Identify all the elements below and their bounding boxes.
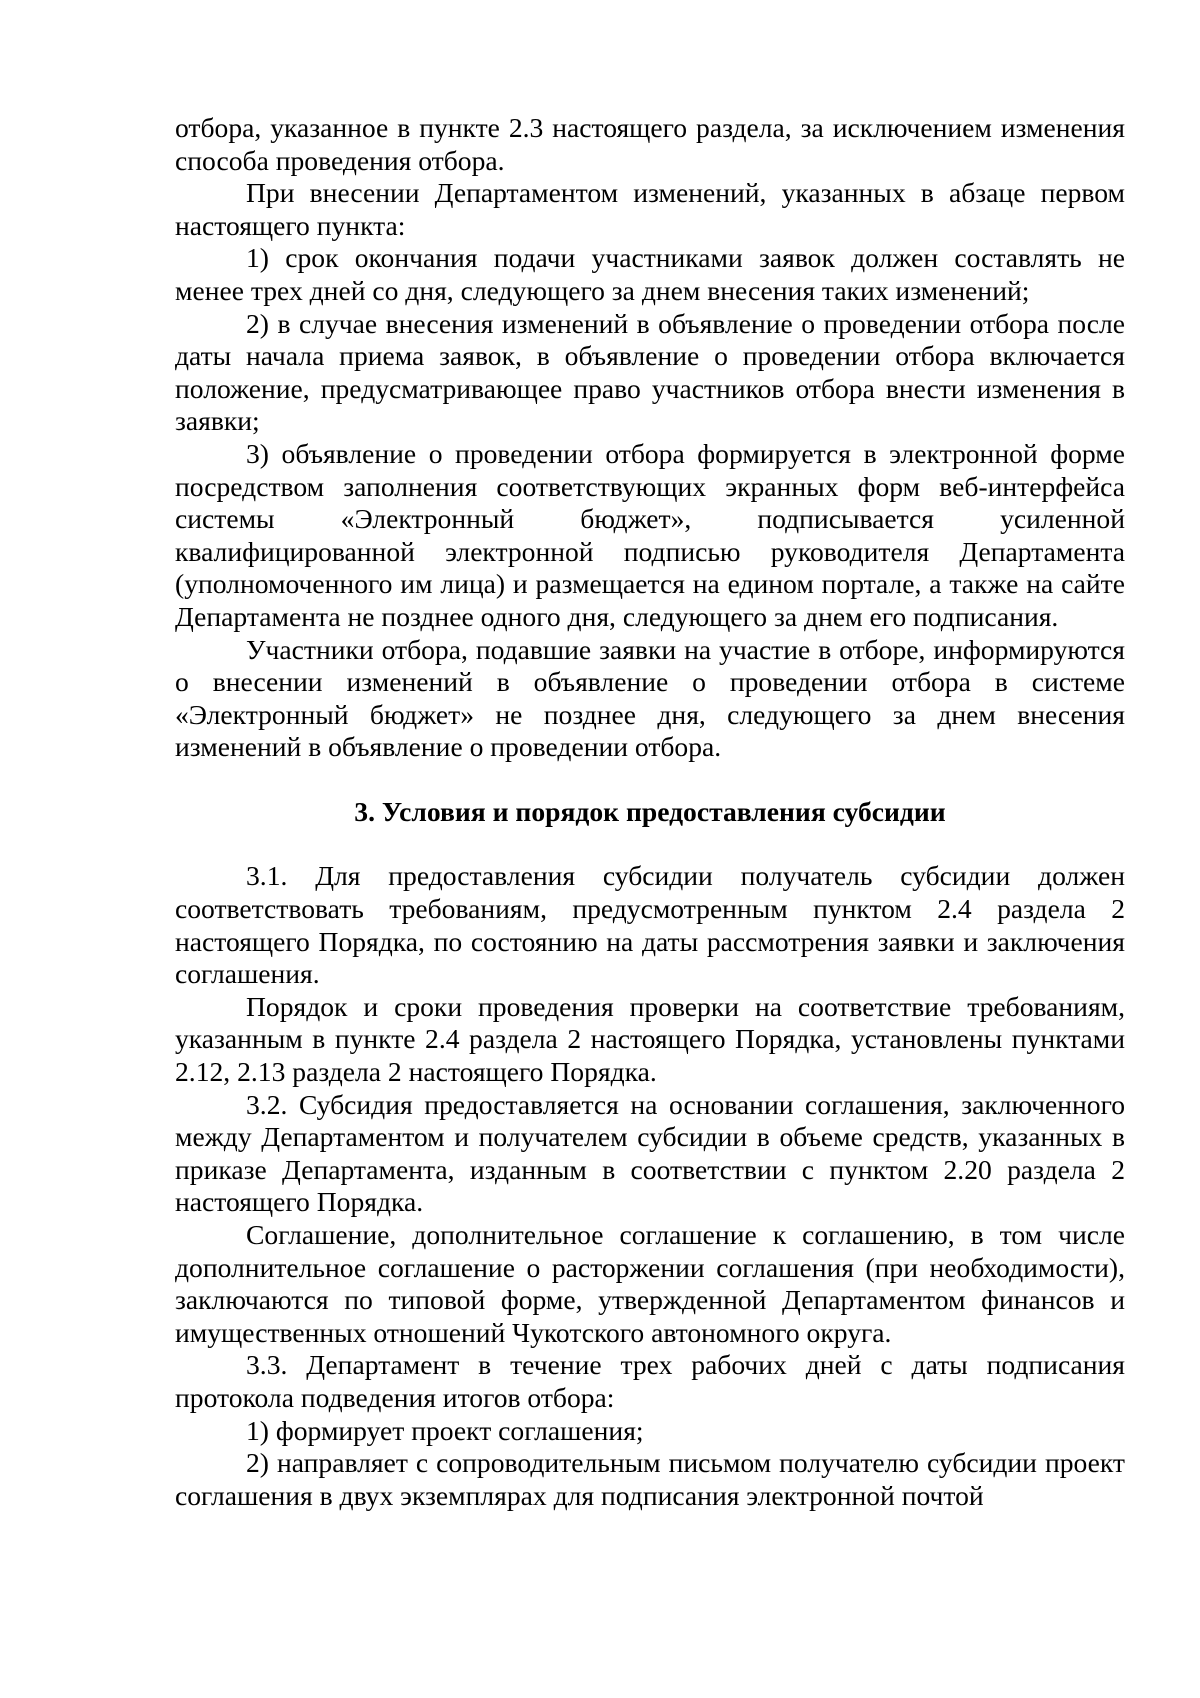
paragraph: Соглашение, дополнительное соглашение к соглашению, в том числе дополнительное соглашение о расторжении соглашения (при необходимости), заключаются по типовой форме, утвержденной Департаментом финансов и имущественных отношений Чукотского автономного округа. xyxy=(175,1219,1125,1348)
list-item-paragraph: 2) в случае внесения изменений в объявление о проведении отбора после даты начала приема заявок, в объявление о проведении отбора включается положение, предусматривающее право участников отбора внести изменения в заявки; xyxy=(175,307,1125,437)
paragraph: 3.1. Для предоставления субсидии получатель субсидии должен соответствовать требованиям, предусмотренным пунктом 2.4 раздела 2 настоящего Порядка, по состоянию на даты рассмотрения заявки и заключения соглашения. xyxy=(175,860,1125,990)
paragraph: Участники отбора, подавшие заявки на участие в отборе, информируются о внесении изменений в объявление о проведении отбора в системе «Электронный бюджет» не позднее дня, следующего за днем внесения изменений в объявление о проведении отбора. xyxy=(175,633,1125,763)
document-body xyxy=(175,112,1125,1512)
section-heading: 3. Условия и порядок предоставления субсидии xyxy=(354,795,946,827)
paragraph: 3.2. Субсидия предоставляется на основании соглашения, заключенного между Департаментом и получателем субсидии в объеме средств, указанных в приказе Департамента, изданным в соответствии с пунктом 2.20 раздела 2 настоящего Порядка. xyxy=(175,1088,1125,1218)
paragraph: Порядок и сроки проведения проверки на соответствие требованиям, указанным в пункте 2.4 раздела 2 настоящего Порядка, установлены пунктами 2.12, 2.13 раздела 2 настоящего Порядка. xyxy=(175,990,1125,1088)
paragraph: 3.3. Департамент в течение трех рабочих дней с даты подписания протокола подведения итогов отбора: xyxy=(175,1349,1125,1413)
list-item-paragraph: 3) объявление о проведении отбора формируется в электронной форме посредством заполнения соответствующих экранных форм веб-интерфейса системы «Электронный бюджет», подписывается усиленной квалифицированной электронной подписью руководителя Департамента (уполномоченного им лица) и размещается на едином портале, а также на сайте Департамента не позднее одного дня, следующего за днем его подписания. xyxy=(175,437,1125,632)
list-item-paragraph: 2) направляет с сопроводительным письмом получателю субсидии проект соглашения в двух экземплярах для подписания электронной почтой xyxy=(175,1447,1125,1511)
paragraph: отбора, указанное в пункте 2.3 настоящего раздела, за исключением изменения способа проведения отбора. xyxy=(175,112,1125,176)
list-item-paragraph: 1) формирует проект соглашения; xyxy=(246,1414,644,1446)
list-item-paragraph: 1) срок окончания подачи участниками заявок должен составлять не менее трех дней со дня, следующего за днем внесения таких изменений; xyxy=(175,242,1125,306)
paragraph: При внесении Департаментом изменений, указанных в абзаце первом настоящего пункта: xyxy=(175,177,1125,241)
